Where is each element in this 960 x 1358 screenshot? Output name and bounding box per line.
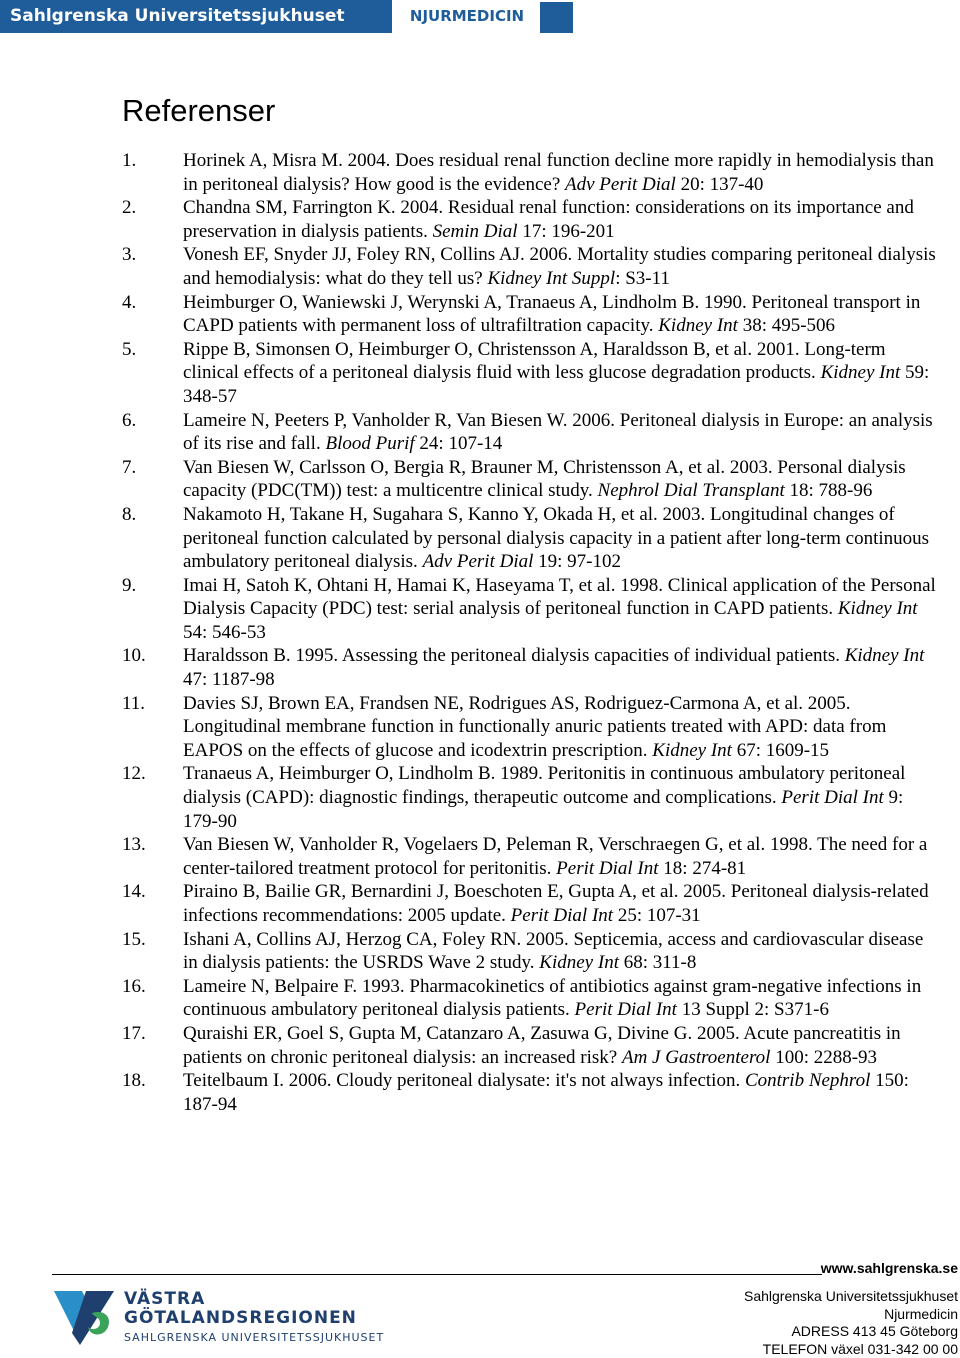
reference-number: 12. — [122, 762, 146, 786]
logo-text-vastra: VÄSTRA — [124, 1289, 205, 1309]
reference-journal: Kidney Int — [652, 740, 732, 761]
reference-text: 25: 107-31 — [613, 905, 701, 926]
reference-text: Van Biesen W, Carlsson O, Bergia R, Brauner M, Christensson A, et al. 2003. Personal dialysis capacity (PDC(TM)) test: a multicentre clinical study. — [183, 457, 906, 502]
logo-text-region: GÖTALANDSREGIONEN — [124, 1308, 357, 1328]
reference-item — [122, 574, 937, 645]
reference-number: 6. — [122, 409, 136, 433]
reference-number: 1. — [122, 149, 136, 173]
reference-number: 13. — [122, 833, 146, 857]
address-line: ADRESS 413 45 Göteborg — [744, 1323, 958, 1341]
reference-journal: Am J Gastroenterol — [622, 1047, 770, 1068]
reference-journal: Blood Purif — [325, 433, 414, 454]
header-hospital-name: Sahlgrenska Universitetssjukhuset — [0, 0, 392, 33]
reference-item — [122, 456, 937, 503]
reference-journal: Kidney Int — [845, 645, 925, 666]
reference-journal: Contrib Nephrol — [745, 1070, 870, 1091]
reference-text: Imai H, Satoh K, Ohtani H, Hamai K, Haseyama T, et al. 1998. Clinical application of the Personal Dialysis Capacity (PDC) test: serial analysis of peritoneal function in CAPD patients. — [183, 575, 936, 620]
reference-text: 19: 97-102 — [533, 551, 621, 572]
reference-item — [122, 880, 937, 927]
reference-journal: Perit Dial Int — [781, 787, 883, 808]
reference-item — [122, 338, 937, 409]
reference-text: Heimburger O, Waniewski J, Werynski A, Tranaeus A, Lindholm B. 1990. Peritoneal transport in CAPD patients with permanent loss of ultrafiltration capacity. — [183, 292, 920, 337]
reference-text: : S3-11 — [615, 268, 670, 289]
reference-text: 38: 495-506 — [738, 315, 835, 336]
reference-item — [122, 196, 937, 243]
footer-address — [744, 1288, 958, 1358]
reference-item — [122, 644, 937, 691]
reference-item — [122, 1069, 937, 1116]
reference-text: 150: 187-94 — [183, 1070, 909, 1115]
reference-item — [122, 833, 937, 880]
header-department: NJURMEDICIN — [396, 0, 538, 33]
page-title: Referenser — [122, 91, 275, 131]
logo-text-hospital: SAHLGRENSKA UNIVERSITETSSJUKHUSET — [124, 1331, 384, 1344]
reference-text: Quraishi ER, Goel S, Gupta M, Catanzaro A, Zasuwa G, Divine G. 2005. Acute pancreatitis in patients on chronic peritoneal dialysis: an increased risk? — [183, 1023, 901, 1068]
reference-item — [122, 409, 937, 456]
reference-text: 17: 196-201 — [518, 221, 615, 242]
address-line: Sahlgrenska Universitetssjukhuset — [744, 1288, 958, 1306]
vgr-logo-icon — [52, 1287, 116, 1347]
reference-text: 9: 179-90 — [183, 787, 903, 832]
reference-item — [122, 762, 937, 833]
header-square-block — [540, 2, 573, 33]
reference-text: 59: 348-57 — [183, 362, 929, 407]
footer-rule — [52, 1274, 822, 1275]
reference-item — [122, 149, 937, 196]
reference-journal: Kidney Int — [838, 598, 918, 619]
reference-text: 18: 788-96 — [785, 480, 873, 501]
reference-number: 9. — [122, 574, 136, 598]
reference-number: 5. — [122, 338, 136, 362]
reference-journal: Perit Dial Int — [575, 999, 677, 1020]
reference-text: Chandna SM, Farrington K. 2004. Residual renal function: considerations on its importance and preservation in dialysis patients. — [183, 197, 914, 242]
reference-journal: Adv Perit Dial — [423, 551, 534, 572]
reference-text: 47: 1187-98 — [183, 669, 275, 690]
reference-text: Lameire N, Peeters P, Vanholder R, Van Biesen W. 2006. Peritoneal dialysis in Europe: an analysis of its rise and fall. — [183, 410, 933, 455]
reference-number: 15. — [122, 928, 146, 952]
reference-text: Piraino B, Bailie GR, Bernardini J, Boeschoten E, Gupta A, et al. 2005. Peritoneal dialysis-related infections recommendations: 2005 update. — [183, 881, 929, 926]
reference-text: 20: 137-40 — [676, 174, 764, 195]
reference-number: 17. — [122, 1022, 146, 1046]
reference-number: 11. — [122, 692, 145, 716]
reference-journal: Kidney Int — [821, 362, 901, 383]
reference-item — [122, 692, 937, 763]
reference-journal: Kidney Int — [539, 952, 619, 973]
reference-text: Nakamoto H, Takane H, Sugahara S, Kanno Y, Okada H, et al. 2003. Longitudinal changes of peritoneal function calculated by personal dialysis capacity in a patient after long-term continuous ambulatory peritoneal dialysis. — [183, 504, 929, 572]
reference-journal: Nephrol Dial Transplant — [598, 480, 785, 501]
reference-item — [122, 1022, 937, 1069]
reference-number: 18. — [122, 1069, 146, 1093]
reference-number: 14. — [122, 880, 146, 904]
reference-number: 8. — [122, 503, 136, 527]
reference-number: 2. — [122, 196, 136, 220]
reference-text: Haraldsson B. 1995. Assessing the peritoneal dialysis capacities of individual patients. — [183, 645, 845, 666]
reference-number: 10. — [122, 644, 146, 668]
reference-text: Davies SJ, Brown EA, Frandsen NE, Rodrigues AS, Rodriguez-Carmona A, et al. 2005. Longitudinal membrane function in functionally anuric patients treated with APD: data from EAPOS on the effects of glucose and icodextrin prescription. — [183, 693, 886, 761]
reference-journal: Kidney Int — [658, 315, 738, 336]
reference-text: 100: 2288-93 — [770, 1047, 877, 1068]
reference-number: 7. — [122, 456, 136, 480]
reference-journal: Adv Perit Dial — [565, 174, 676, 195]
reference-text: 54: 546-53 — [183, 622, 266, 643]
reference-text: Vonesh EF, Snyder JJ, Foley RN, Collins AJ. 2006. Mortality studies comparing peritoneal dialysis and hemodialysis: what do they tell us? — [183, 244, 936, 289]
reference-text: Lameire N, Belpaire F. 1993. Pharmacokinetics of antibiotics against gram-negative infections in continuous ambulatory peritoneal dialysis patients. — [183, 976, 921, 1021]
reference-text: 68: 311-8 — [619, 952, 696, 973]
reference-text: 18: 274-81 — [659, 858, 747, 879]
page-header — [0, 0, 960, 33]
vgr-logo — [52, 1287, 392, 1351]
reference-text: 24: 107-14 — [415, 433, 503, 454]
footer-website-link[interactable]: www.sahlgrenska.se — [821, 1260, 958, 1276]
address-line: Njurmedicin — [744, 1306, 958, 1324]
reference-journal: Perit Dial Int — [556, 858, 658, 879]
reference-text: Teitelbaum I. 2006. Cloudy peritoneal dialysate: it's not always infection. — [183, 1070, 745, 1091]
reference-text: Ishani A, Collins AJ, Herzog CA, Foley RN. 2005. Septicemia, access and cardiovascular disease in dialysis patients: the USRDS Wave 2 study. — [183, 929, 923, 974]
reference-journal: Semin Dial — [433, 221, 518, 242]
reference-text: Van Biesen W, Vanholder R, Vogelaers D, Peleman R, Verschraegen G, et al. 1998. The need for a center-tailored treatment protocol for peritonitis. — [183, 834, 927, 879]
reference-item — [122, 928, 937, 975]
reference-item — [122, 291, 937, 338]
reference-text: Horinek A, Misra M. 2004. Does residual renal function decline more rapidly in hemodialysis than in peritoneal dialysis? How good is the evidence? — [183, 150, 934, 195]
reference-text: 67: 1609-15 — [732, 740, 829, 761]
reference-text: 13 Suppl 2: S371-6 — [677, 999, 829, 1020]
address-line: TELEFON växel 031-342 00 00 — [744, 1341, 958, 1358]
reference-item — [122, 503, 937, 574]
reference-journal: Kidney Int Suppl — [487, 268, 615, 289]
reference-number: 4. — [122, 291, 136, 315]
reference-number: 16. — [122, 975, 146, 999]
reference-item — [122, 243, 937, 290]
reference-list — [122, 149, 937, 1116]
reference-number: 3. — [122, 243, 136, 267]
reference-journal: Perit Dial Int — [511, 905, 613, 926]
reference-text: Tranaeus A, Heimburger O, Lindholm B. 1989. Peritonitis in continuous ambulatory peritoneal dialysis (CAPD): diagnostic findings, therapeutic outcome and complications. — [183, 763, 905, 808]
reference-item — [122, 975, 937, 1022]
reference-text: Rippe B, Simonsen O, Heimburger O, Christensson A, Haraldsson B, et al. 2001. Long-term clinical effects of a peritoneal dialysis fluid with less glucose degradation products. — [183, 339, 886, 384]
